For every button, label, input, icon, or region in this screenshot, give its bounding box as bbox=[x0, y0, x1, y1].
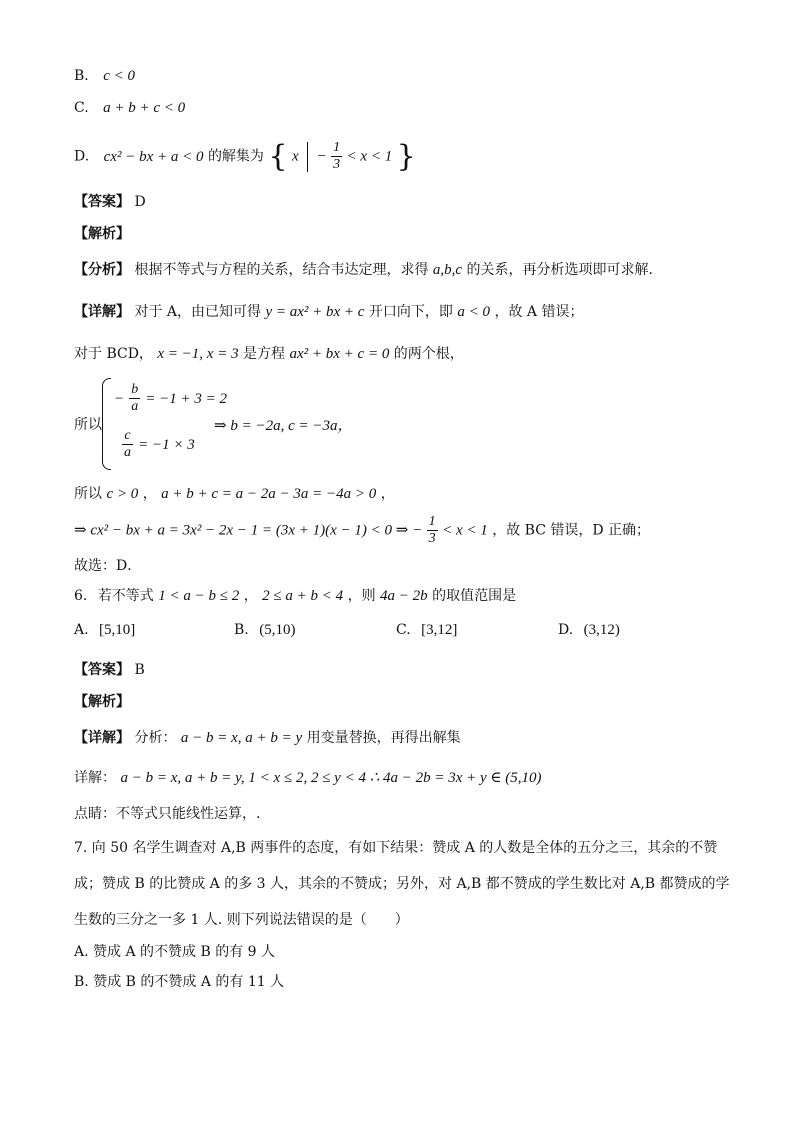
answer-tag: 【答案】 bbox=[74, 194, 130, 210]
math-expression: y = ax² + bx + c bbox=[265, 304, 365, 320]
fraction-denominator: 3 bbox=[428, 531, 436, 546]
math-variable: x bbox=[291, 148, 299, 165]
q6-option-b bbox=[234, 622, 295, 639]
set-brace-right: } bbox=[396, 138, 416, 174]
text-span: ，故 BC 错误，D 正确； bbox=[492, 522, 651, 539]
text-span: 所以 bbox=[74, 486, 102, 502]
text-span: 的关系，再分析选项即可求解． bbox=[466, 262, 663, 278]
set-bar bbox=[307, 142, 308, 172]
fraction-numerator: b bbox=[131, 382, 139, 397]
bcd-line bbox=[74, 344, 464, 364]
text-span: ，故 A 错误； bbox=[494, 304, 584, 320]
fraction-denominator: a bbox=[124, 445, 131, 460]
fraction-denominator: a bbox=[131, 399, 139, 414]
math-expression: [5,10] bbox=[99, 622, 136, 638]
text-span: 分析： bbox=[134, 730, 177, 746]
xiangjie-line-2 bbox=[74, 728, 461, 748]
math-expression: ⇒ b = −2a, c = −3a， bbox=[214, 418, 353, 434]
text-span: 若不等式 bbox=[97, 588, 154, 604]
answer-tag: 【答案】 bbox=[74, 662, 130, 678]
fenxi-tag: 【分析】 bbox=[74, 262, 130, 278]
fraction bbox=[129, 382, 140, 415]
math-expression: a < 0 bbox=[457, 304, 490, 320]
implication-line bbox=[74, 514, 650, 547]
math-expression: c < 0 bbox=[103, 68, 135, 84]
question-number: 6. bbox=[74, 588, 88, 604]
question-7-line-3 bbox=[74, 910, 409, 930]
xiangjie-tag: 【详解】 bbox=[74, 730, 130, 746]
q7-option-b bbox=[74, 972, 284, 992]
fraction-denominator: 3 bbox=[333, 157, 341, 172]
text-span: ， bbox=[142, 486, 157, 502]
q6-option-a bbox=[74, 622, 135, 639]
math-expression: x = −1, x = 3 bbox=[157, 346, 239, 362]
suoyi-line bbox=[74, 484, 395, 504]
math-expression: a − b = x, a + b = y, 1 < x ≤ 2, 2 ≤ y < 4 ∴ 4a − 2b = 3x + y ∈ (5,10) bbox=[120, 770, 542, 786]
question-7-line-1 bbox=[74, 838, 717, 858]
math-expression: < x < 1 bbox=[346, 148, 393, 165]
option-label: B. bbox=[74, 68, 89, 84]
option-c-line bbox=[74, 98, 185, 118]
xiangjie-detail-line bbox=[74, 768, 542, 788]
answer-value: D bbox=[134, 194, 146, 210]
xiangjie-line bbox=[74, 302, 583, 322]
math-expression: a + b + c < 0 bbox=[103, 100, 186, 116]
option-label: B. bbox=[234, 622, 249, 638]
analysis-heading bbox=[74, 224, 130, 244]
math-expression: = −1 + 3 = 2 bbox=[145, 391, 228, 407]
text-span: ， bbox=[380, 486, 395, 502]
text-span: 故选：D． bbox=[74, 558, 142, 574]
fraction-numerator: 1 bbox=[428, 514, 436, 529]
text-span: 根据不等式与方程的关系，结合韦达定理，求得 bbox=[134, 262, 429, 278]
text-span: B. 赞成 B 的不赞成 A 的有 11 人 bbox=[74, 974, 285, 990]
text-span: 开口向下，即 bbox=[368, 304, 453, 320]
system-row-1 bbox=[114, 382, 227, 415]
math-expression: cx² − bx + a < 0 bbox=[103, 148, 204, 165]
text-span: 的取值范围是 bbox=[432, 588, 517, 604]
answer-line-2 bbox=[74, 660, 145, 680]
analysis-tag: 【解析】 bbox=[74, 694, 130, 710]
system-brace bbox=[102, 378, 111, 470]
math-expression: c > 0 bbox=[106, 486, 139, 502]
text-span: 的两个根， bbox=[393, 346, 464, 362]
option-label: A. bbox=[74, 622, 89, 638]
equation-system bbox=[74, 378, 394, 470]
math-expression: = −1 × 3 bbox=[138, 437, 195, 453]
text-span: 生数的三分之一多 1 人. 则下列说法错误的是（ ） bbox=[74, 912, 409, 928]
option-label: C. bbox=[396, 622, 411, 638]
xiangjie-tag: 【详解】 bbox=[74, 304, 130, 320]
option-label: D. bbox=[74, 148, 90, 165]
fraction-numerator: c bbox=[122, 428, 133, 445]
set-brace-left: { bbox=[268, 138, 288, 174]
math-expression: a,b,c bbox=[432, 262, 463, 278]
fraction-numerator: 1 bbox=[333, 140, 341, 155]
system-result bbox=[214, 414, 352, 435]
math-expression: (5,10) bbox=[259, 622, 296, 638]
text-span: ，则 bbox=[347, 588, 376, 604]
fraction bbox=[427, 514, 438, 547]
guxuan-line bbox=[74, 556, 141, 576]
analysis-tag: 【解析】 bbox=[74, 226, 130, 242]
q6-option-c bbox=[396, 622, 457, 639]
text-span: 详解： bbox=[74, 770, 116, 786]
analysis-heading-2 bbox=[74, 692, 130, 712]
math-expression: 1 < a − b ≤ 2 bbox=[158, 588, 240, 604]
math-expression: a + b + c = a − 2a − 3a = −4a > 0 bbox=[161, 486, 377, 502]
text-span: 的解集为 bbox=[207, 148, 264, 165]
dianjing-line bbox=[74, 804, 260, 824]
text-span: 点睛：不等式只能线性运算，. bbox=[74, 806, 261, 822]
text-span: 7. 向 50 名学生调查对 A,B 两事件的态度，有如下结果：赞成 A 的人数是全体的五分之三，其余的不赞 bbox=[74, 840, 718, 856]
math-expression: (3,12) bbox=[583, 622, 620, 638]
option-d-line bbox=[74, 140, 416, 173]
option-b-line bbox=[74, 66, 135, 86]
math-expression: ax² + bx + c = 0 bbox=[289, 346, 390, 362]
answer-value: B bbox=[134, 662, 145, 678]
answer-line bbox=[74, 192, 146, 212]
system-row-2 bbox=[122, 428, 195, 461]
question-7-line-2 bbox=[74, 874, 730, 894]
math-expression: 2 ≤ a + b < 4 bbox=[262, 588, 344, 604]
text-span: 用变量替换，再得出解集 bbox=[306, 730, 461, 746]
fraction bbox=[331, 140, 342, 173]
text-span: 是方程 bbox=[243, 346, 286, 362]
text-span: 对于 A，由已知可得 bbox=[134, 304, 262, 320]
math-expression: < x < 1 bbox=[442, 522, 488, 539]
text-span: 对于 BCD， bbox=[74, 346, 153, 362]
fraction bbox=[122, 428, 133, 461]
text-span: 成；赞成 B 的比赞成 A 的多 3 人，其余的不赞成；另外，对 A,B 都不赞成的学生数比对 A,B 都赞成的学 bbox=[74, 876, 730, 892]
question-6 bbox=[74, 586, 516, 606]
math-expression: 4a − 2b bbox=[380, 588, 428, 604]
text-span: 所以 bbox=[74, 417, 102, 433]
math-expression: [3,12] bbox=[421, 622, 458, 638]
text-span: A. 赞成 A 的不赞成 B 的有 9 人 bbox=[74, 944, 276, 960]
math-expression: ⇒ cx² − bx + a = 3x² − 2x − 1 = (3x + 1)(x − 1) < 0 ⇒ − bbox=[74, 522, 423, 539]
math-expression: a − b = x, a + b = y bbox=[180, 730, 303, 746]
option-label: C. bbox=[74, 100, 89, 116]
math-operator: − bbox=[114, 391, 125, 407]
text-span: ， bbox=[243, 588, 258, 604]
option-label: D. bbox=[558, 622, 574, 638]
q6-option-d bbox=[558, 622, 620, 639]
fenxi-line bbox=[74, 260, 663, 280]
q7-option-a bbox=[74, 942, 275, 962]
math-operator: − bbox=[316, 148, 327, 165]
